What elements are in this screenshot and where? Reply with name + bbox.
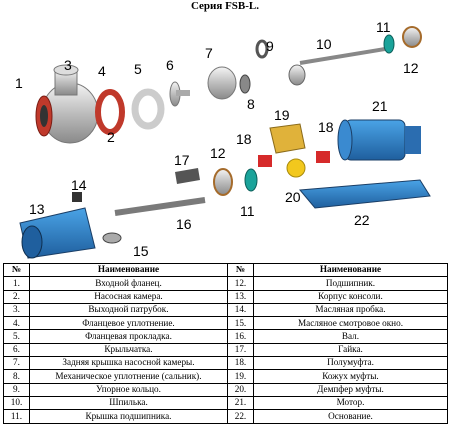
table-cell: Полумуфта.: [253, 357, 447, 370]
callout-11b: 11: [240, 203, 255, 219]
table-cell: 19.: [227, 370, 253, 383]
pump-casing-part: [36, 65, 98, 143]
mech-seal-part: [240, 75, 250, 93]
table-cell: 5.: [4, 330, 30, 343]
table-cell: Основание.: [253, 410, 447, 423]
callout-7: 7: [205, 45, 213, 61]
bearing-part: [403, 27, 421, 47]
callout-20: 20: [285, 189, 301, 205]
table-cell: Фланцевое уплотнение.: [29, 317, 227, 330]
table-cell: Выходной патрубок.: [29, 303, 227, 316]
table-cell: 3.: [4, 303, 30, 316]
bearing-cover-part: [384, 35, 394, 53]
callout-15: 15: [133, 243, 149, 259]
callout-13: 13: [29, 201, 45, 217]
table-cell: 12.: [227, 277, 253, 290]
table-cell: 2.: [4, 290, 30, 303]
callout-17: 17: [174, 152, 190, 168]
callout-3: 3: [64, 57, 72, 73]
table-cell: 9.: [4, 383, 30, 396]
table-header-row: [4, 264, 448, 277]
table-row: [4, 343, 448, 356]
callout-9: 9: [266, 38, 274, 54]
table-cell: Гайка.: [253, 343, 447, 356]
table-row: [4, 330, 448, 343]
callout-2: 2: [107, 129, 115, 145]
stud-part: [289, 49, 385, 85]
header-cell: №: [227, 264, 253, 277]
table-cell: 13.: [227, 290, 253, 303]
callout-22: 22: [354, 212, 370, 228]
table-row: [4, 303, 448, 316]
table-cell: 11.: [4, 410, 30, 423]
page-title: Серия FSB-L.: [190, 0, 260, 12]
flange-seal-part: [98, 92, 122, 132]
parts-table: [3, 263, 448, 424]
table-cell: 10.: [4, 396, 30, 409]
callout-8: 8: [247, 96, 255, 112]
table-cell: 21.: [227, 396, 253, 409]
header-cell: Наименование: [29, 264, 227, 277]
table-cell: Корпус консоли.: [253, 290, 447, 303]
half-coupling-part: [316, 151, 330, 163]
table-row: [4, 396, 448, 409]
table-body: [4, 277, 448, 423]
header-cell: Наименование: [253, 264, 447, 277]
half-coupling-part: [258, 155, 272, 167]
table-row: [4, 317, 448, 330]
table-row: [4, 370, 448, 383]
table-cell: Механическое уплотнение (сальник).: [29, 370, 227, 383]
oil-plug-part: [72, 192, 82, 202]
callout-1: 1: [15, 75, 23, 91]
table-cell: 4.: [4, 317, 30, 330]
table-cell: Крышка подшипника.: [29, 410, 227, 423]
table-cell: 15.: [227, 317, 253, 330]
bearing-cover-part: [245, 169, 257, 191]
table-cell: Задняя крышка насосной камеры.: [29, 357, 227, 370]
nut-part: [175, 168, 200, 184]
callout-18: 18: [236, 131, 252, 147]
callout-11: 11: [376, 19, 391, 35]
callout-19: 19: [274, 107, 290, 123]
table-cell: Масляная пробка.: [253, 303, 447, 316]
callout-5: 5: [134, 61, 142, 77]
table-cell: Масляное смотровое окно.: [253, 317, 447, 330]
table-row: [4, 290, 448, 303]
callout-14: 14: [71, 177, 87, 193]
callout-10: 10: [316, 36, 332, 52]
table-cell: Крыльчатка.: [29, 343, 227, 356]
table-cell: Входной фланец.: [29, 277, 227, 290]
table-row: [4, 277, 448, 290]
back-cover-part: [208, 67, 236, 99]
table-cell: 18.: [227, 357, 253, 370]
callout-18b: 18: [318, 119, 334, 135]
callout-6: 6: [166, 57, 174, 73]
motor-part: [338, 120, 421, 160]
callout-12b: 12: [210, 145, 226, 161]
table-cell: 17.: [227, 343, 253, 356]
table-cell: Кожух муфты.: [253, 370, 447, 383]
callout-12: 12: [403, 60, 419, 76]
table-cell: 22.: [227, 410, 253, 423]
table-cell: Демпфер муфты.: [253, 383, 447, 396]
coupling-damper-part: [287, 159, 305, 177]
bearing-part: [214, 169, 232, 195]
coupling-guard-part: [270, 124, 305, 153]
table-row: [4, 410, 448, 423]
base-part: [300, 180, 430, 208]
shaft-part: [115, 200, 205, 213]
impeller-part: [170, 82, 190, 106]
table-cell: 8.: [4, 370, 30, 383]
header-cell: №: [4, 264, 30, 277]
table-cell: 16.: [227, 330, 253, 343]
callout-4: 4: [98, 63, 106, 79]
table-cell: 14.: [227, 303, 253, 316]
sight-glass-part: [103, 233, 121, 243]
callout-21: 21: [372, 98, 388, 114]
table-cell: Упорное кольцо.: [29, 383, 227, 396]
table-cell: Вал.: [253, 330, 447, 343]
exploded-pump-diagram: [0, 8, 450, 260]
callout-16: 16: [176, 216, 192, 232]
table-cell: Мотор.: [253, 396, 447, 409]
table-cell: 7.: [4, 357, 30, 370]
table-row: [4, 383, 448, 396]
table-cell: 1.: [4, 277, 30, 290]
table-cell: 6.: [4, 343, 30, 356]
table-cell: Подшипник.: [253, 277, 447, 290]
flange-gasket-part: [135, 92, 161, 126]
table-cell: 20.: [227, 383, 253, 396]
table-cell: Насосная камера.: [29, 290, 227, 303]
table-row: [4, 357, 448, 370]
table-cell: Фланцевая прокладка.: [29, 330, 227, 343]
table-cell: Шпилька.: [29, 396, 227, 409]
